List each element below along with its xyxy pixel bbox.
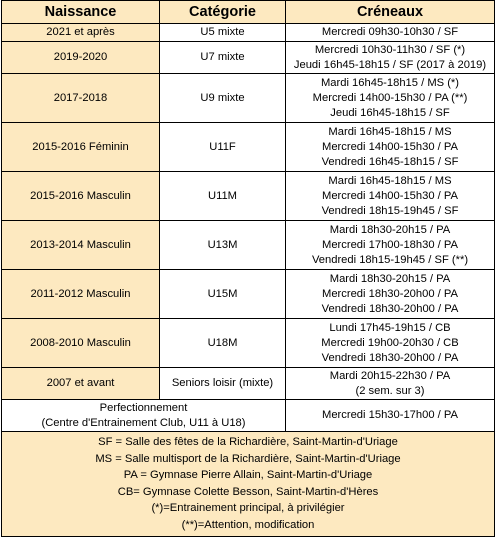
legend-line: (*)=Entrainement principal, à privilégier [151,502,345,514]
naissance-text: 2021 et après [46,26,115,38]
categorie-text: U15M [207,287,238,300]
creneau-line: Mardi 16h45-18h15 / MS (*) [320,76,460,89]
legend-cell [2,432,495,537]
legend-row [2,432,495,537]
creneaux-cell [286,123,495,172]
legend-line: PA = Gymnase Pierre Allain, Saint-Martin-d'Uriage [123,469,373,481]
creneau-line: Vendredi 18h30-20h00 / PA [321,351,459,364]
creneau-line: Lundi 17h45-19h15 / CB [329,321,451,334]
creneau-line: Mardi 18h30-20h15 / PA [329,272,451,285]
naissance-text: 2013-2014 Masculin [30,238,131,251]
categorie-cell [160,172,286,221]
header-creneaux: Créneaux [286,1,495,24]
legend-line: (**)=Attention, modification [181,518,315,531]
creneau-line: Mercredi 15h30-17h00 / PA [322,409,458,421]
categorie-cell [160,123,286,172]
creneaux-cell [286,368,495,400]
naissance-cell [2,123,160,172]
naissance-cell [2,42,160,74]
creneaux-cell [286,172,495,221]
categorie-cell [160,319,286,368]
creneau-line: Vendredi 18h30-20h00 / PA [321,302,459,315]
creneaux-cell [286,270,495,319]
naissance-text: 2017-2018 [53,91,108,104]
table-row [2,42,495,74]
creneaux-cell [286,319,495,368]
naissance-text: 2019-2020 [53,51,108,63]
naissance-text: Perfectionnement [99,401,188,414]
naissance-cell [2,74,160,123]
creneaux-cell [286,74,495,123]
header-row [2,1,495,24]
categorie-cell [160,221,286,270]
creneau-line: Mardi 16h45-18h15 / MS [328,125,452,138]
naissance-text: 2015-2016 Féminin [32,140,129,153]
categorie-cell [160,270,286,319]
creneau-line: (2 sem. sur 3) [355,384,425,397]
legend-line: MS = Salle multisport de la Richardière, Saint-Martin-d'Uriage [95,452,401,465]
table-row [2,319,495,368]
table-row [2,400,495,432]
categorie-cell [160,42,286,74]
creneaux-cell [286,400,495,432]
naissance-text: 2008-2010 Masculin [30,336,131,349]
creneau-line: Mercredi 14h00-15h30 / PA [322,140,458,153]
perfectionnement-cell [2,400,286,432]
table-row [2,172,495,221]
schedule-table [1,0,495,537]
naissance-cell [2,368,160,400]
naissance-text: 2007 et avant [46,377,115,389]
creneaux-cell [286,221,495,270]
table-row [2,368,495,400]
naissance-cell [2,24,160,42]
creneau-line: Mercredi 09h30-10h30 / SF [321,26,459,38]
legend-line: CB= Gymnase Colette Besson, Saint-Martin-d'Hères [117,485,379,498]
creneaux-cell [286,42,495,74]
creneau-line: Mardi 20h15-22h30 / PA [329,369,451,382]
creneau-line: Mercredi 14h00-15h30 / PA [322,189,458,202]
categorie-text: U7 mixte [200,51,245,63]
creneau-line: Mardi 16h45-18h15 / MS [328,174,452,187]
categorie-text: U11F [209,140,236,153]
creneau-line: Jeudi 16h45-18h15 / SF [330,106,450,119]
categorie-cell [160,74,286,123]
legend-line: SF = Salle des fêtes de la Richardière, Saint-Martin-d'Uriage [98,436,398,448]
table-row [2,24,495,42]
creneau-line: Mercredi 17h00-18h30 / PA [322,238,458,251]
table-row [2,270,495,319]
creneaux-cell [286,24,495,42]
categorie-text: U13M [207,238,238,251]
creneau-line: Jeudi 16h45-18h15 / SF (2017 à 2019) [293,58,487,71]
categorie-cell [160,368,286,400]
table-row [2,123,495,172]
creneau-line: Mercredi 19h00-20h30 / CB [321,336,459,349]
creneau-line: Mercredi 10h30-11h30 / SF (*) [314,43,466,56]
categorie-text: Seniors loisir (mixte) [171,377,274,389]
categorie-text: U18M [207,336,238,349]
header-naissance: Naissance [2,1,160,24]
naissance-cell [2,172,160,221]
categorie-text: U11M [207,189,237,202]
naissance-text: (Centre d'Entrainement Club, U11 à U18) [41,416,246,429]
naissance-cell [2,270,160,319]
creneau-line: Mercredi 14h00-15h30 / PA (**) [312,91,468,104]
table-row [2,221,495,270]
categorie-cell [160,24,286,42]
naissance-text: 2011-2012 Masculin [30,287,131,300]
naissance-cell [2,221,160,270]
creneau-line: Vendredi 18h15-19h45 / SF (**) [311,253,469,266]
creneau-line: Mardi 18h30-20h15 / PA [329,223,451,236]
header-categorie: Catégorie [160,1,286,24]
categorie-text: U9 mixte [200,91,245,104]
creneau-line: Mercredi 18h30-20h00 / PA [322,287,458,300]
naissance-cell [2,319,160,368]
categorie-text: U5 mixte [200,26,245,38]
naissance-text: 2015-2016 Masculin [30,189,131,202]
creneau-line: Vendredi 18h15-19h45 / SF [321,204,459,217]
table-row [2,74,495,123]
creneau-line: Vendredi 16h45-18h15 / SF [321,155,459,168]
